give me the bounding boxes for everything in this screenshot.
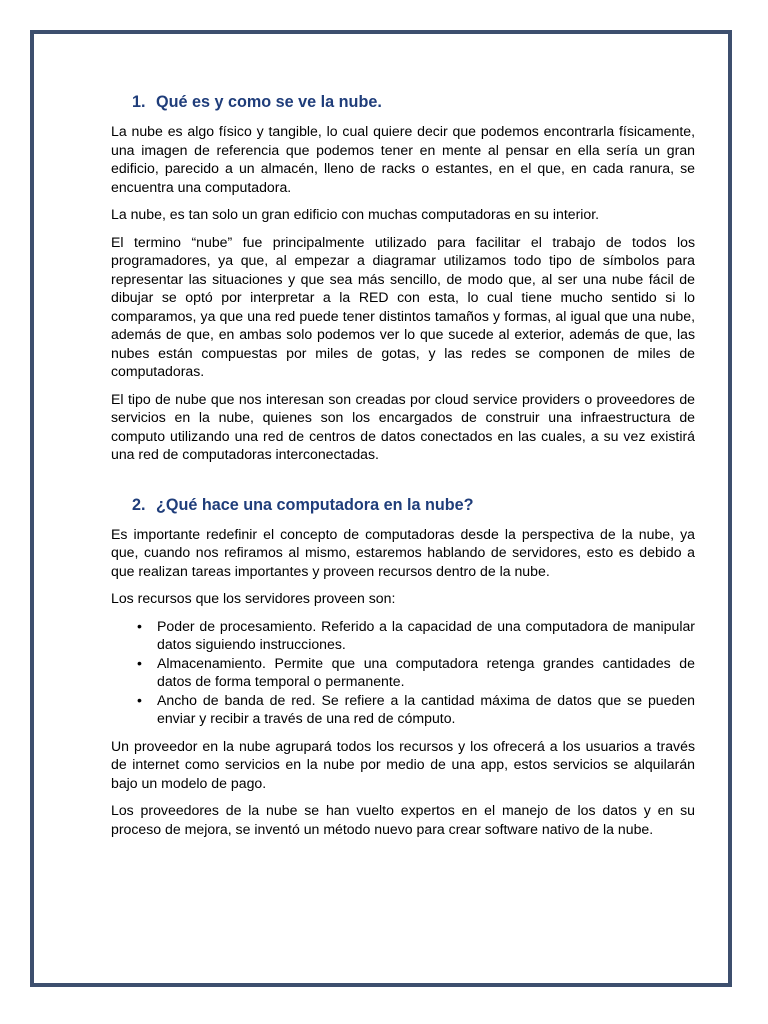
document-content <box>111 92 695 847</box>
document-page <box>30 30 732 987</box>
section-2-title: ¿Qué hace una computadora en la nube? <box>156 495 474 514</box>
list-item <box>137 654 695 691</box>
bullet-icon: • <box>137 654 142 671</box>
section-1-paragraph-2: La nube, es tan solo un gran edificio con muchas computadoras en su interior. <box>111 206 600 222</box>
section-2-closing-2: Los proveedores de la nube se han vuelto expertos en el manejo de los datos y en su proceso de mejora, se inventó un método nuevo para crear software nativo de la nube. <box>111 802 695 837</box>
section-1-paragraph-3: El termino “nube” fue principalmente utilizado para facilitar el trabajo de todos los programadores, ya que, al empezar a diagramar utilizamos todo tipo de símbolos para representar las situaciones y que sea más sencillo, de modo que, al ser una nube fácil de dibujar se optó por interpretar a la RED con esta, lo cual tiene mucho sentido si lo comparamos, ya que una red puede tener distintos tamaños y formas, al igual que una nube, además de que, en ambas solo podemos ver lo que sucede al exterior, además de que, las nubes están compuestas por miles de gotas, y las redes se componen de miles de computadoras. <box>111 233 695 379</box>
section-2-heading <box>111 495 695 515</box>
section-2-list-intro: Los recursos que los servidores proveen son: <box>111 590 396 606</box>
list-item-text: Poder de procesamiento. Referido a la capacidad de una computadora de manipular datos siguiendo instrucciones. <box>157 617 695 652</box>
bullet-icon: • <box>137 617 142 634</box>
list-item-text: Almacenamiento. Permite que una computadora retenga grandes cantidades de datos de forma temporal o permanente. <box>157 654 695 689</box>
list-item <box>137 691 695 728</box>
section-2-number: 2. <box>132 495 146 514</box>
section-1-paragraph-1: La nube es algo físico y tangible, lo cual quiere decir que podemos encontrarla físicamente, una imagen de referencia que podemos tener en mente al pensar en ella sería un gran edificio, parecido a un almacén, lleno de racks o estantes, en el que, en cada ranura, se encuentra una computadora. <box>111 123 695 195</box>
section-1-paragraph-4: El tipo de nube que nos interesan son creadas por cloud service providers o proveedores de servicios en la nube, quienes son los encargados de construir una infraestructura de computo utilizando una red de centros de datos conectados en las cuales, a su vez existirá una red de computadoras interconectadas. <box>111 390 695 462</box>
section-1-title: Qué es y como se ve la nube. <box>156 93 382 111</box>
resources-list <box>111 617 695 728</box>
bullet-icon: • <box>137 691 142 708</box>
section-2-intro: Es importante redefinir el concepto de computadoras desde la perspectiva de la nube, ya que, cuando nos refiramos al mismo, estaremos hablando de servidores, esto es debido a que realizan tareas importantes y proveen recursos dentro de la nube. <box>111 525 695 579</box>
section-2-closing-1: Un proveedor en la nube agrupará todos los recursos y los ofrecerá a los usuarios a través de internet como servicios en la nube por medio de una app, estos servicios se alquilarán bajo un modelo de pago. <box>111 737 695 791</box>
section-1-heading <box>111 92 695 112</box>
section-1-number: 1. <box>132 93 146 111</box>
list-item-text: Ancho de banda de red. Se refiere a la cantidad máxima de datos que se pueden enviar y recibir a través de una red de cómputo. <box>157 691 695 726</box>
list-item <box>137 617 695 654</box>
